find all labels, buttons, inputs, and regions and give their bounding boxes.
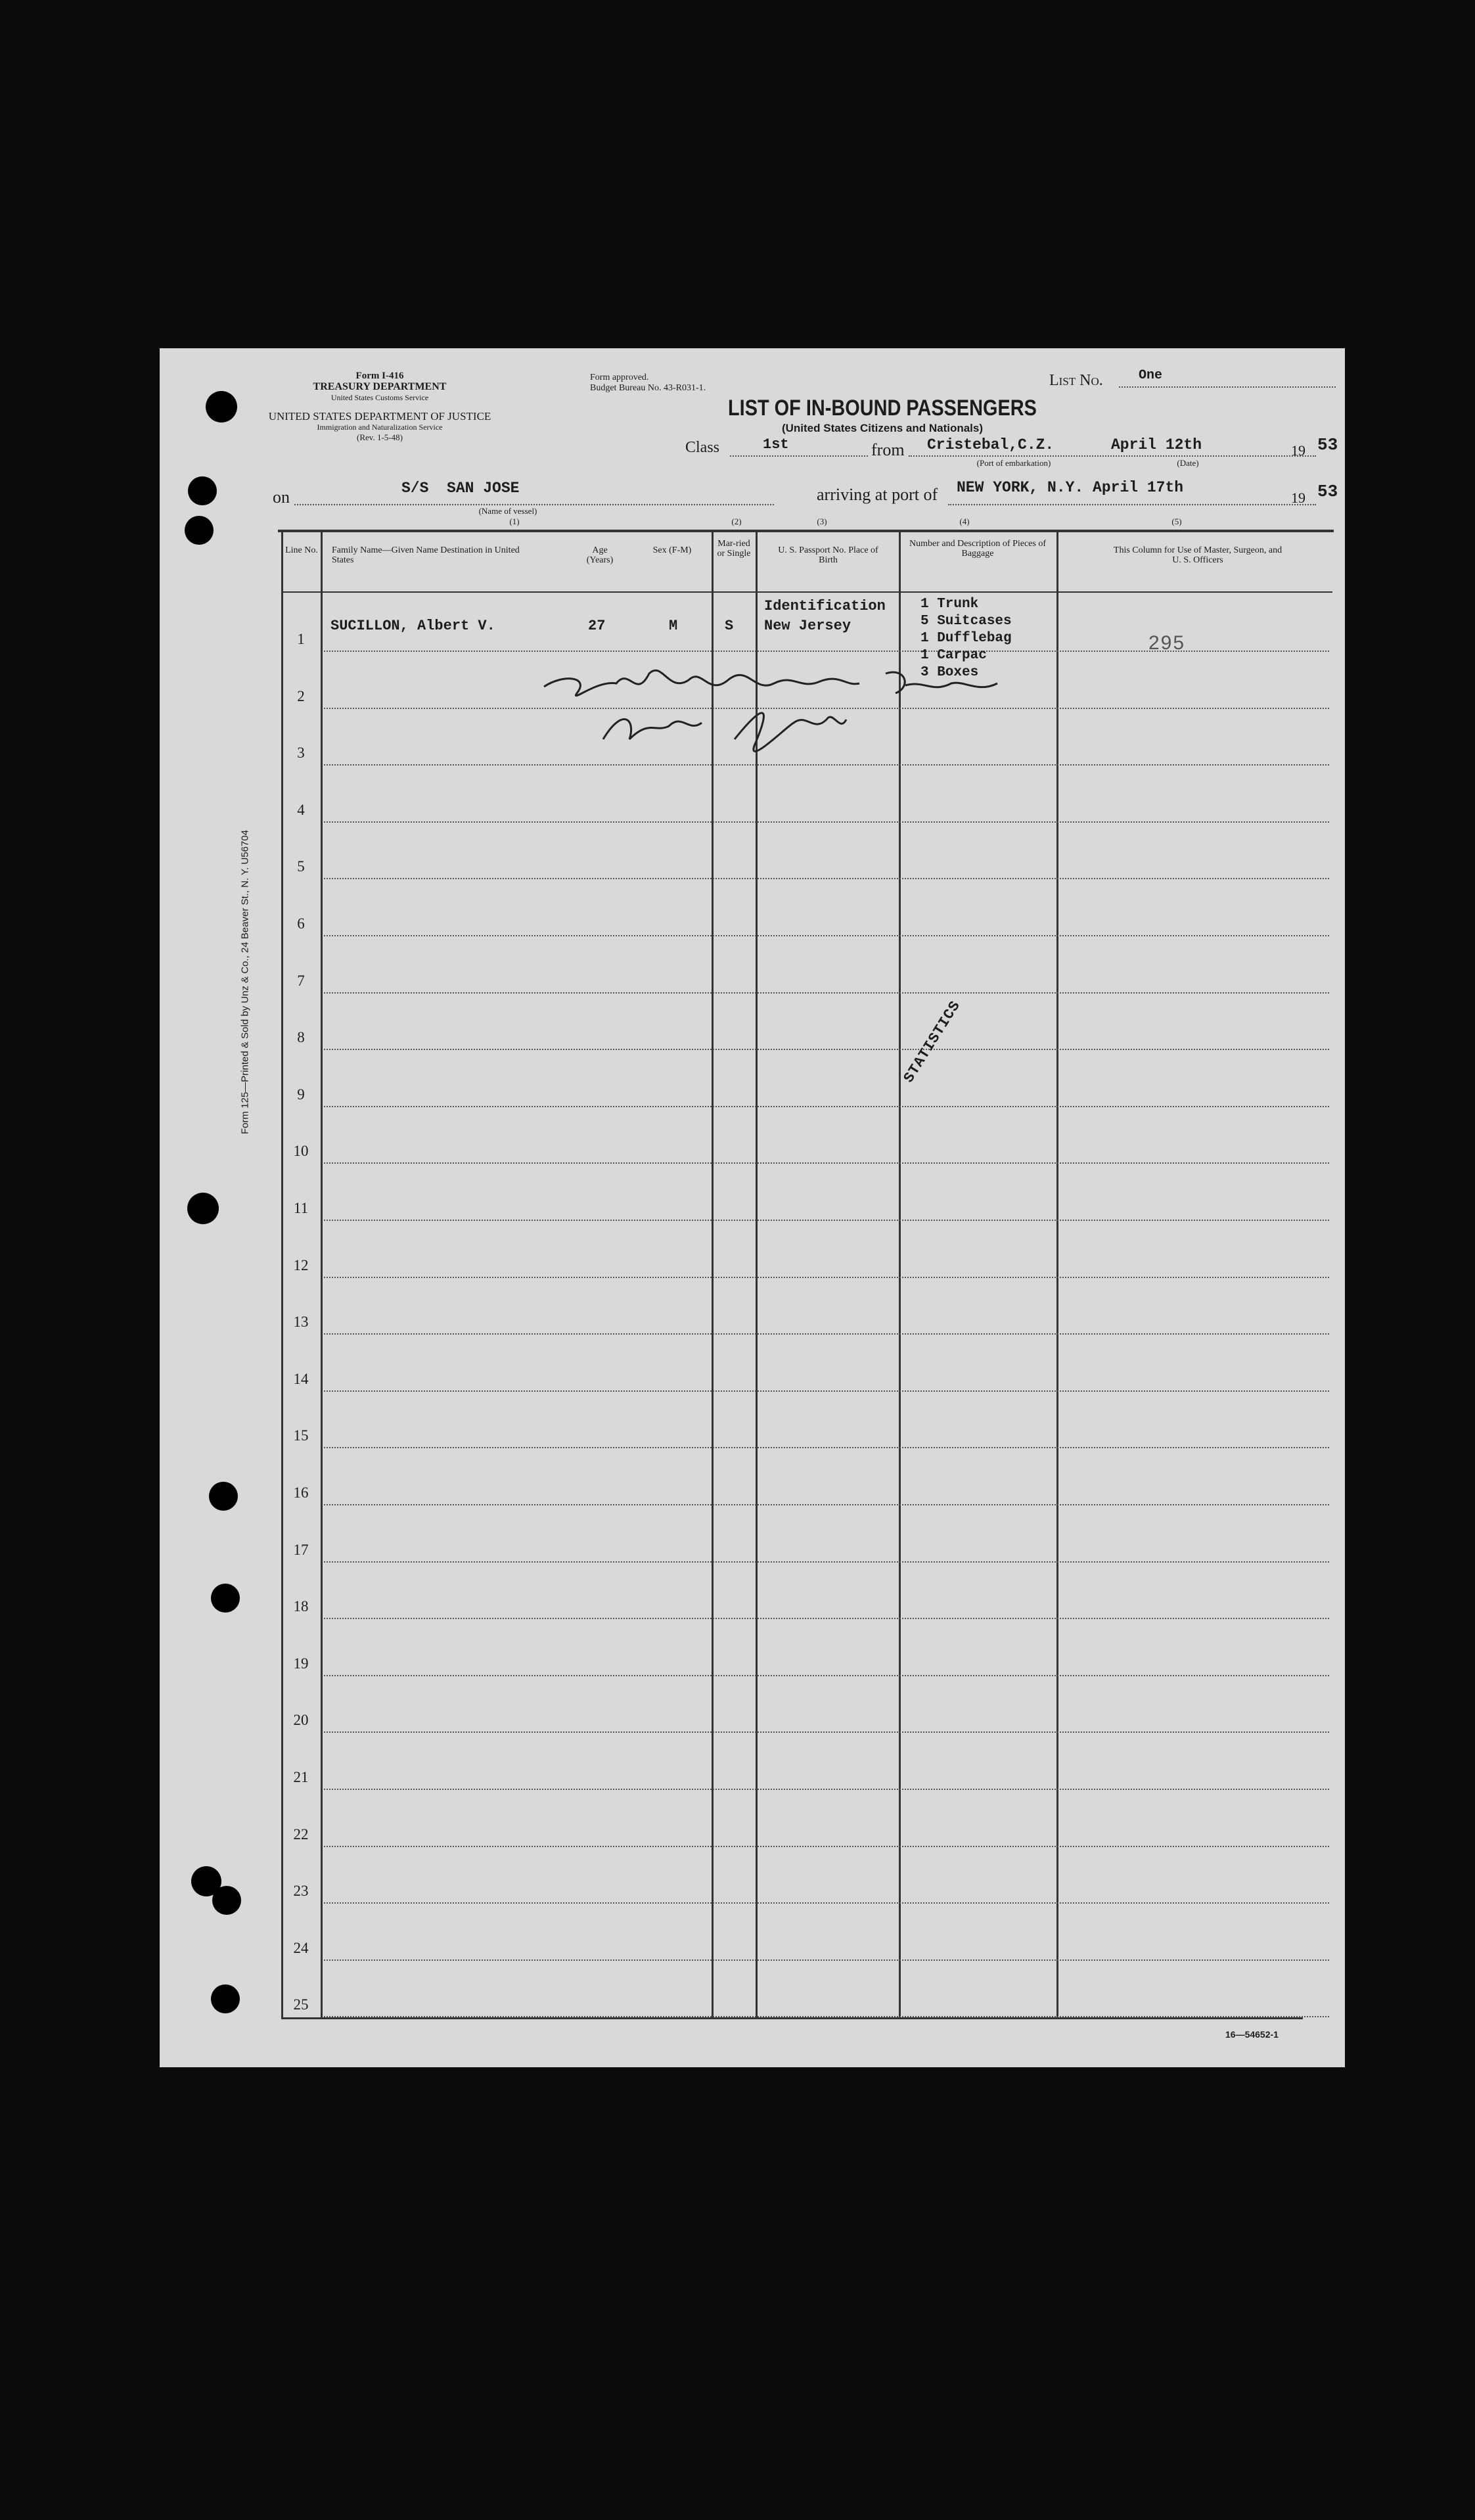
punch-hole — [211, 1984, 240, 2013]
baggage-item: 5 Suitcases — [920, 614, 1012, 629]
arriving-label: arriving at port of — [817, 485, 938, 504]
passenger-name: SUCILLON, Albert V. — [330, 618, 495, 634]
column-number-2: (2) — [731, 516, 742, 526]
footer-code: 16—54652-1 — [1225, 2029, 1279, 2040]
row-number: 18 — [293, 1598, 309, 1615]
row-number: 21 — [293, 1769, 309, 1785]
punch-hole — [187, 1193, 219, 1224]
list-no-label: List No. — [1049, 372, 1103, 389]
side-print: Form 125—Printed & Sold by Unz & Co., 24 Beaver St., N. Y. U56704 — [239, 830, 251, 1135]
row-number: 1 — [297, 631, 305, 647]
page-title: LIST OF IN-BOUND PASSENGERS — [728, 396, 1037, 421]
header-divider — [281, 591, 1332, 593]
row-rule — [324, 1675, 1329, 1676]
arrival-year: 53 — [1317, 482, 1338, 501]
column-number-4: (4) — [959, 516, 970, 526]
revision-date: (Rev. 1-5-48) — [357, 432, 403, 442]
table-top-border — [278, 530, 1334, 532]
punch-hole — [211, 1584, 240, 1613]
treasury-department: TREASURY DEPARTMENT — [313, 381, 447, 392]
class-line — [730, 455, 868, 457]
row-rule — [324, 1789, 1329, 1790]
row-rule — [324, 878, 1329, 879]
row-number: 11 — [293, 1200, 309, 1216]
header-sex: Sex (F-M) — [652, 545, 692, 555]
document-page — [160, 348, 1345, 2067]
department-of-justice: UNITED STATES DEPARTMENT OF JUSTICE — [268, 410, 491, 423]
row-number: 19 — [293, 1655, 309, 1672]
statistics-stamp: STATISTICS — [900, 997, 964, 1086]
row-rule — [324, 1846, 1329, 1847]
row-number: 4 — [297, 801, 305, 818]
row-number: 23 — [293, 1883, 309, 1900]
row-rule — [324, 1504, 1329, 1505]
row-number: 6 — [297, 915, 305, 932]
column-number-1: (1) — [509, 516, 520, 526]
row-rule — [324, 1731, 1329, 1733]
baggage-item: 1 Carpac — [920, 648, 987, 663]
row-rule — [324, 1162, 1329, 1164]
budget-bureau: Budget Bureau No. 43-R031-1. — [590, 383, 706, 393]
passenger-marital: S — [725, 618, 734, 634]
row-rule — [324, 1902, 1329, 1904]
row-number: 14 — [293, 1370, 309, 1387]
row-number: 9 — [297, 1086, 305, 1103]
officer-mark: 295 — [1148, 632, 1186, 654]
header-line-no: Line No. — [285, 545, 318, 555]
vessel-name: S/S SAN JOSE — [401, 480, 520, 497]
embarkation-year: 53 — [1317, 435, 1338, 455]
row-rule — [324, 821, 1329, 823]
row-number: 16 — [293, 1484, 309, 1501]
column-number-3: (3) — [817, 516, 827, 526]
row-number: 7 — [297, 972, 305, 989]
row-rule — [324, 1220, 1329, 1221]
header-officers: This Column for Use of Master, Surgeon, and U. S. Officers — [1113, 545, 1282, 565]
row-number: 22 — [293, 1825, 309, 1843]
row-number: 20 — [293, 1712, 309, 1729]
punch-hole — [212, 1886, 241, 1915]
header-age: Age (Years) — [586, 545, 614, 565]
row-rule — [324, 935, 1329, 936]
arrival-port-date: NEW YORK, N.Y. April 17th — [957, 479, 1184, 496]
baggage-item: 1 Trunk — [920, 597, 979, 612]
form-approved: Form approved. — [590, 373, 649, 382]
table-bottom-border — [281, 2017, 1303, 2019]
column-divider — [1056, 531, 1058, 2019]
ins-service: Immigration and Naturalization Service — [317, 423, 443, 432]
row-rule — [324, 1390, 1329, 1392]
row-number: 8 — [297, 1029, 305, 1046]
row-number: 5 — [297, 858, 305, 875]
row-number: 17 — [293, 1541, 309, 1558]
punch-hole — [209, 1482, 238, 1511]
column-divider — [321, 531, 323, 2019]
class-label: Class — [685, 439, 720, 456]
row-rule — [324, 1959, 1329, 1961]
form-number: Form I-416 — [355, 371, 404, 381]
header-name: Family Name—Given Name Destination in United States — [332, 545, 520, 565]
arrival-year-prefix: 19 — [1291, 490, 1305, 506]
baggage-item: 3 Boxes — [920, 665, 979, 680]
row-rule — [324, 1106, 1329, 1107]
punch-hole — [185, 516, 214, 545]
vessel-line — [294, 504, 774, 505]
class-value: 1st — [763, 436, 789, 453]
row-rule — [324, 1049, 1329, 1050]
passenger-sex: M — [669, 618, 678, 634]
row-number: 2 — [297, 687, 305, 704]
passenger-identification: Identification — [764, 598, 886, 614]
row-rule — [324, 1333, 1329, 1335]
embarkation-date: April 12th — [1111, 436, 1202, 453]
year-prefix: 19 — [1291, 442, 1305, 459]
from-label: from — [871, 440, 905, 459]
row-number: 3 — [297, 745, 305, 762]
port-line — [909, 455, 1316, 457]
row-rule — [324, 992, 1329, 994]
baggage-item: 1 Dufflebag — [920, 631, 1012, 646]
vessel-caption: (Name of vessel) — [478, 506, 537, 516]
row-rule — [324, 1447, 1329, 1448]
row-number: 10 — [293, 1143, 309, 1160]
row-number: 15 — [293, 1427, 309, 1444]
column-number-5: (5) — [1171, 516, 1182, 526]
header-marital: Mar-ried or Single — [717, 539, 751, 559]
passenger-birthplace: New Jersey — [764, 618, 851, 634]
row-number: 24 — [293, 1939, 309, 1956]
punch-hole — [188, 476, 217, 505]
arrival-line — [948, 504, 1316, 505]
list-no-value: One — [1139, 368, 1163, 383]
row-number: 25 — [293, 1996, 309, 2013]
punch-hole — [206, 391, 237, 423]
row-number: 13 — [293, 1314, 309, 1331]
handwritten-signature — [537, 647, 1037, 779]
row-rule — [324, 1561, 1329, 1563]
header-passport: U. S. Passport No. Place of Birth — [778, 545, 878, 565]
date-caption: (Date) — [1177, 458, 1199, 468]
port-of-embarkation: Cristebal,C.Z. — [927, 436, 1055, 453]
row-rule — [324, 1277, 1329, 1278]
row-rule — [324, 2016, 1329, 2017]
passenger-age: 27 — [588, 618, 606, 634]
row-rule — [324, 1618, 1329, 1619]
port-caption: (Port of embarkation) — [976, 458, 1051, 468]
row-number: 12 — [293, 1256, 309, 1273]
page-subtitle: (United States Citizens and Nationals) — [781, 422, 984, 434]
list-no-line — [1119, 386, 1336, 388]
customs-service: United States Customs Service — [330, 393, 429, 402]
header-baggage: Number and Description of Pieces of Baggage — [909, 539, 1046, 559]
on-label: on — [273, 488, 290, 507]
